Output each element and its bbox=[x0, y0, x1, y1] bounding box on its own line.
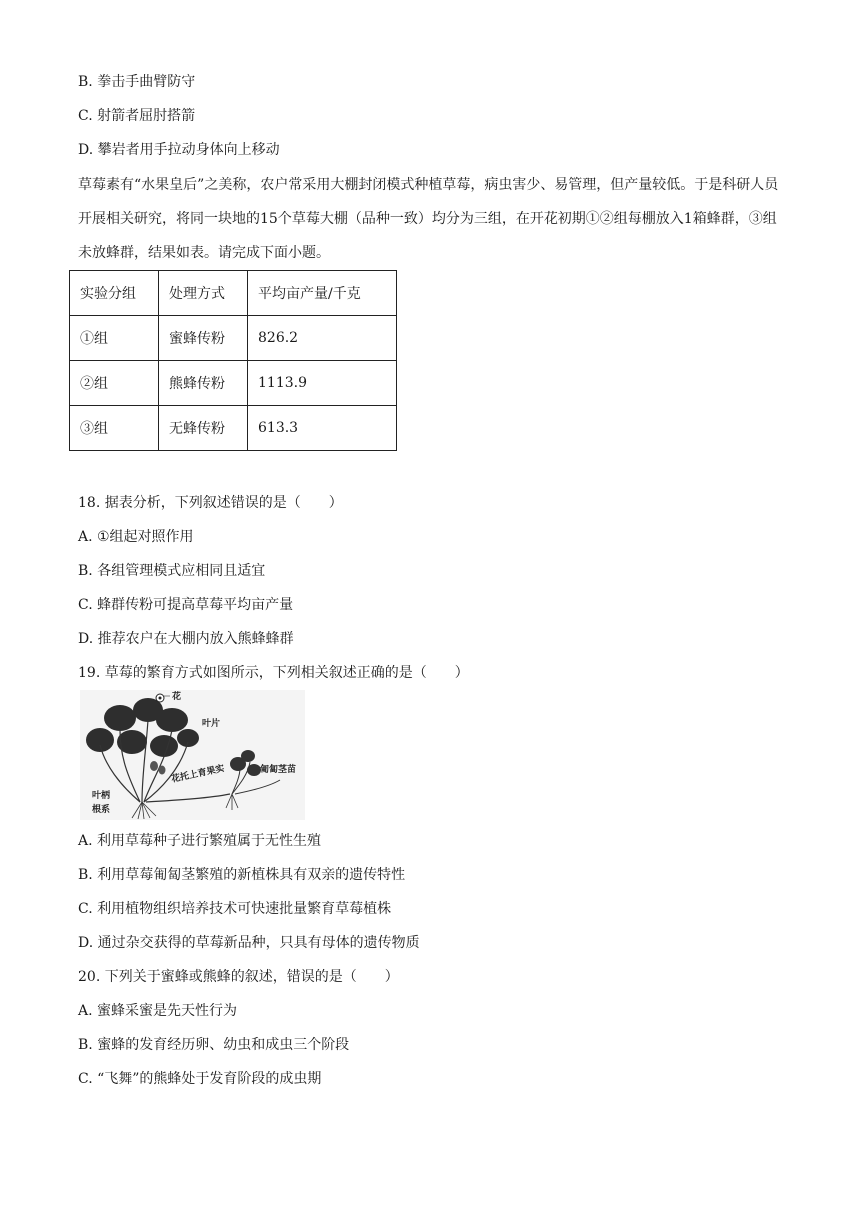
table-cell: 熊蜂传粉 bbox=[159, 361, 248, 406]
q20-option-b: B. 蜜蜂的发育经历卵、幼虫和成虫三个阶段 bbox=[78, 1037, 350, 1053]
table-cell: 613.3 bbox=[248, 406, 397, 451]
table-cell: ③组 bbox=[70, 406, 159, 451]
table-cell: ①组 bbox=[70, 316, 159, 361]
intro-paragraph: 草莓素有“水果皇后”之美称，农户常采用大棚封闭模式种植草莓，病虫害少、易管理，但产量较低。于是科研人员开展相关研究，将同一块地的15个草莓大棚（品种一致）均分为三组，在开花初期①②组每棚放入1箱蜂群，③组未放蜂群，结果如表。请完成下面小题。 bbox=[78, 177, 779, 261]
q20-option-c: C. “飞舞”的熊蜂处于发育阶段的成虫期 bbox=[78, 1071, 322, 1087]
table-row bbox=[70, 361, 397, 406]
prev-option-c: C. 射箭者屈肘搭箭 bbox=[78, 108, 196, 124]
q19-option-b: B. 利用草莓匍匐茎繁殖的新植株具有双亲的遗传特性 bbox=[78, 867, 406, 883]
label-leaf: 叶片 bbox=[202, 719, 221, 729]
table-cell: 无蜂传粉 bbox=[159, 406, 248, 451]
table-row bbox=[70, 406, 397, 451]
q18-option-c: C. 蜂群传粉可提高草莓平均亩产量 bbox=[78, 597, 294, 613]
q18-option-a: A. ①组起对照作用 bbox=[78, 529, 194, 545]
table-row bbox=[70, 316, 397, 361]
label-petiole: 叶柄 bbox=[92, 791, 111, 801]
table-header: 实验分组 bbox=[70, 271, 159, 316]
q19-option-a: A. 利用草莓种子进行繁殖属于无性生殖 bbox=[78, 833, 322, 849]
table-cell: ②组 bbox=[70, 361, 159, 406]
results-table bbox=[69, 270, 397, 451]
table-cell: 826.2 bbox=[248, 316, 397, 361]
q20-option-a: A. 蜜蜂采蜜是先天性行为 bbox=[78, 1003, 238, 1019]
table-cell: 蜜蜂传粉 bbox=[159, 316, 248, 361]
table-cell: 1113.9 bbox=[248, 361, 397, 406]
q19-option-d: D. 通过杂交获得的草莓新品种，只具有母体的遗传物质 bbox=[78, 935, 420, 951]
q19-stem: 19. 草莓的繁育方式如图所示，下列相关叙述正确的是（ ） bbox=[78, 665, 469, 681]
table-header: 平均亩产量/千克 bbox=[248, 271, 397, 316]
q18-option-b: B. 各组管理模式应相同且适宜 bbox=[78, 563, 266, 579]
label-fruit: 花托上育果实 bbox=[170, 763, 226, 785]
q19-option-c: C. 利用植物组织培养技术可快速批量繁育草莓植株 bbox=[78, 901, 392, 917]
label-flower: 花 bbox=[172, 692, 182, 702]
q20-stem: 20. 下列关于蜜蜂或熊蜂的叙述，错误的是（ ） bbox=[78, 969, 399, 985]
q18-option-d: D. 推荐农户在大棚内放入熊蜂蜂群 bbox=[78, 631, 294, 647]
label-root: 根系 bbox=[92, 805, 111, 815]
prev-option-d: D. 攀岩者用手拉动身体向上移动 bbox=[78, 142, 280, 158]
q18-stem: 18. 据表分析，下列叙述错误的是（ ） bbox=[78, 495, 343, 511]
table-header: 处理方式 bbox=[159, 271, 248, 316]
prev-option-b: B. 拳击手曲臂防守 bbox=[78, 74, 196, 90]
label-stolon: 匍匐茎苗 bbox=[260, 765, 297, 775]
flower-icon bbox=[156, 694, 164, 702]
strawberry-propagation-figure bbox=[80, 690, 305, 820]
table-header-row bbox=[70, 271, 397, 316]
